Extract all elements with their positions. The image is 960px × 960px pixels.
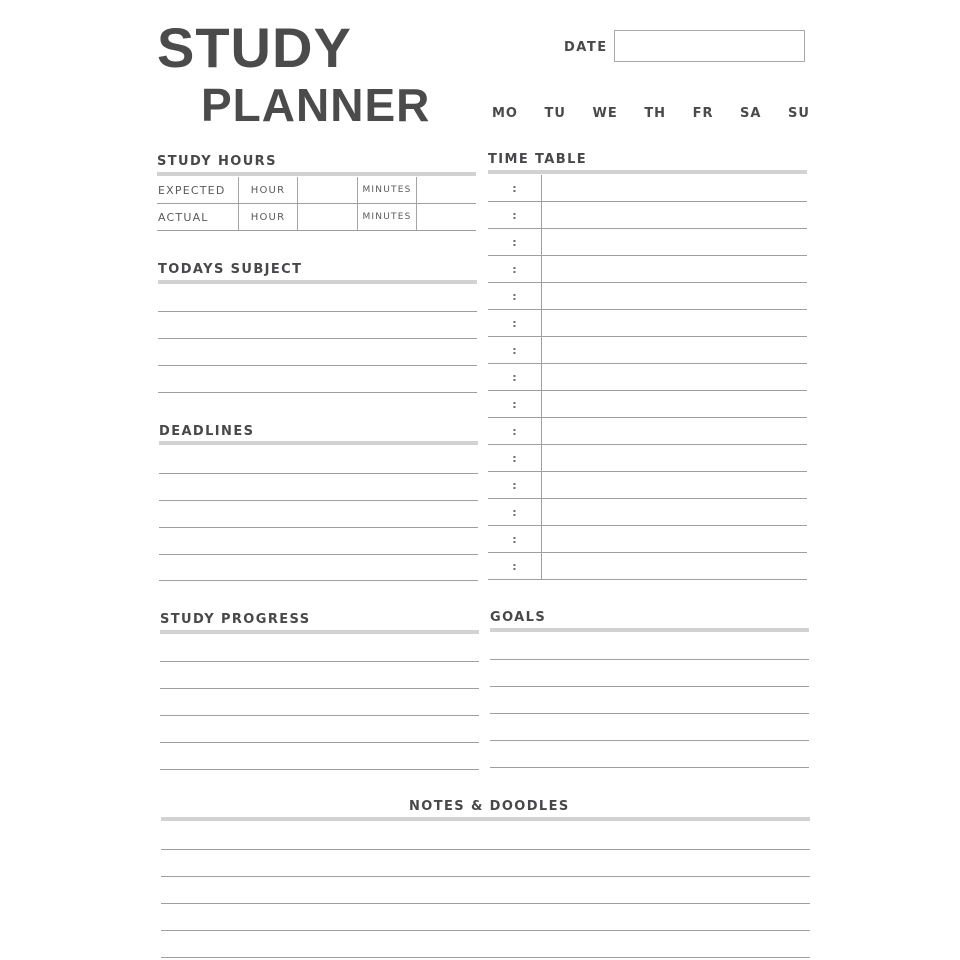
goals-title: GOALS: [490, 610, 547, 625]
timetable-row: [488, 310, 807, 337]
timetable: [488, 175, 807, 580]
expected-hour-field[interactable]: [297, 177, 357, 203]
goal-line[interactable]: [490, 767, 809, 768]
timetable-row: [488, 418, 807, 445]
time-field[interactable]: :: [488, 526, 542, 552]
timetable-row: [488, 175, 807, 202]
timetable-row: [488, 283, 807, 310]
day-sa[interactable]: SA: [740, 106, 762, 121]
notes-line[interactable]: [161, 876, 810, 877]
timetable-entry[interactable]: [542, 526, 807, 552]
time-field[interactable]: :: [488, 337, 542, 363]
minutes-label: MINUTES: [357, 177, 416, 203]
time-field[interactable]: :: [488, 256, 542, 282]
time-field[interactable]: :: [488, 175, 542, 201]
timetable-entry[interactable]: [542, 499, 807, 525]
timetable-entry[interactable]: [542, 445, 807, 471]
timetable-row: [488, 337, 807, 364]
deadlines-title: DEADLINES: [159, 424, 255, 439]
actual-hour-field[interactable]: [297, 204, 357, 230]
deadline-line[interactable]: [159, 473, 478, 474]
weekday-selector: [492, 106, 810, 121]
goals-bar: [490, 628, 809, 632]
study-progress-line[interactable]: [160, 688, 479, 689]
deadlines-bar: [159, 441, 478, 445]
goal-line[interactable]: [490, 713, 809, 714]
goal-line[interactable]: [490, 659, 809, 660]
timetable-row: [488, 526, 807, 553]
notes-line[interactable]: [161, 849, 810, 850]
day-mo[interactable]: MO: [492, 106, 518, 121]
study-progress-line[interactable]: [160, 742, 479, 743]
notes-title: NOTES & DOODLES: [409, 799, 570, 814]
study-progress-line[interactable]: [160, 715, 479, 716]
study-progress-line[interactable]: [160, 661, 479, 662]
deadline-line[interactable]: [159, 580, 478, 581]
actual-minutes-field[interactable]: [416, 204, 476, 230]
timetable-entry[interactable]: [542, 310, 807, 336]
deadline-line[interactable]: [159, 554, 478, 555]
timetable-entry[interactable]: [542, 472, 807, 498]
study-hours-bar: [157, 172, 476, 176]
todays-subject-title: TODAYS SUBJECT: [158, 262, 303, 277]
todays-subject-line[interactable]: [158, 338, 477, 339]
timetable-row: [488, 445, 807, 472]
hour-label: HOUR: [238, 177, 297, 203]
day-tu[interactable]: TU: [544, 106, 566, 121]
time-field[interactable]: :: [488, 499, 542, 525]
timetable-entry[interactable]: [542, 553, 807, 579]
todays-subject-line[interactable]: [158, 365, 477, 366]
goal-line[interactable]: [490, 686, 809, 687]
todays-subject-line[interactable]: [158, 392, 477, 393]
timetable-row: [488, 202, 807, 229]
notes-line[interactable]: [161, 930, 810, 931]
minutes-label: MINUTES: [357, 204, 416, 230]
timetable-row: [488, 472, 807, 499]
time-field[interactable]: :: [488, 283, 542, 309]
study-hours-title: STUDY HOURS: [157, 154, 277, 169]
todays-subject-line[interactable]: [158, 311, 477, 312]
timetable-entry[interactable]: [542, 229, 807, 255]
study-hours-row-expected: [157, 177, 476, 204]
day-th[interactable]: TH: [644, 106, 667, 121]
deadline-line[interactable]: [159, 500, 478, 501]
timetable-title: TIME TABLE: [488, 152, 588, 167]
title-study: STUDY: [157, 16, 352, 79]
deadline-line[interactable]: [159, 527, 478, 528]
timetable-row: [488, 499, 807, 526]
study-progress-line[interactable]: [160, 769, 479, 770]
timetable-entry[interactable]: [542, 283, 807, 309]
time-field[interactable]: :: [488, 418, 542, 444]
timetable-row: [488, 256, 807, 283]
notes-line[interactable]: [161, 957, 810, 958]
date-field[interactable]: [614, 30, 805, 62]
todays-subject-bar: [158, 280, 477, 284]
time-field[interactable]: :: [488, 472, 542, 498]
expected-minutes-field[interactable]: [416, 177, 476, 203]
study-progress-bar: [160, 630, 479, 634]
time-field[interactable]: :: [488, 553, 542, 579]
day-su[interactable]: SU: [788, 106, 810, 121]
time-field[interactable]: :: [488, 364, 542, 390]
timetable-entry[interactable]: [542, 418, 807, 444]
day-fr[interactable]: FR: [692, 106, 714, 121]
time-field[interactable]: :: [488, 229, 542, 255]
hours-row-label: EXPECTED: [158, 183, 226, 197]
timetable-bar: [488, 170, 807, 174]
goal-line[interactable]: [490, 740, 809, 741]
timetable-entry[interactable]: [542, 256, 807, 282]
time-field[interactable]: :: [488, 445, 542, 471]
hour-label: HOUR: [238, 204, 297, 230]
time-field[interactable]: :: [488, 310, 542, 336]
study-hours-row-actual: [157, 204, 476, 231]
notes-line[interactable]: [161, 903, 810, 904]
timetable-entry[interactable]: [542, 364, 807, 390]
time-field[interactable]: :: [488, 391, 542, 417]
study-hours-table: [157, 177, 476, 231]
timetable-entry[interactable]: [542, 391, 807, 417]
hours-row-label: ACTUAL: [158, 210, 209, 224]
title-planner: PLANNER: [201, 79, 431, 131]
study-progress-title: STUDY PROGRESS: [160, 612, 311, 627]
timetable-row: [488, 391, 807, 418]
timetable-entry[interactable]: [542, 175, 807, 201]
date-label: DATE: [564, 40, 608, 55]
notes-bar: [161, 817, 810, 821]
timetable-row: [488, 229, 807, 256]
timetable-row: [488, 364, 807, 391]
timetable-row: [488, 553, 807, 580]
timetable-entry[interactable]: [542, 337, 807, 363]
timetable-entry[interactable]: [542, 202, 807, 228]
time-field[interactable]: :: [488, 202, 542, 228]
day-we[interactable]: WE: [592, 106, 618, 121]
